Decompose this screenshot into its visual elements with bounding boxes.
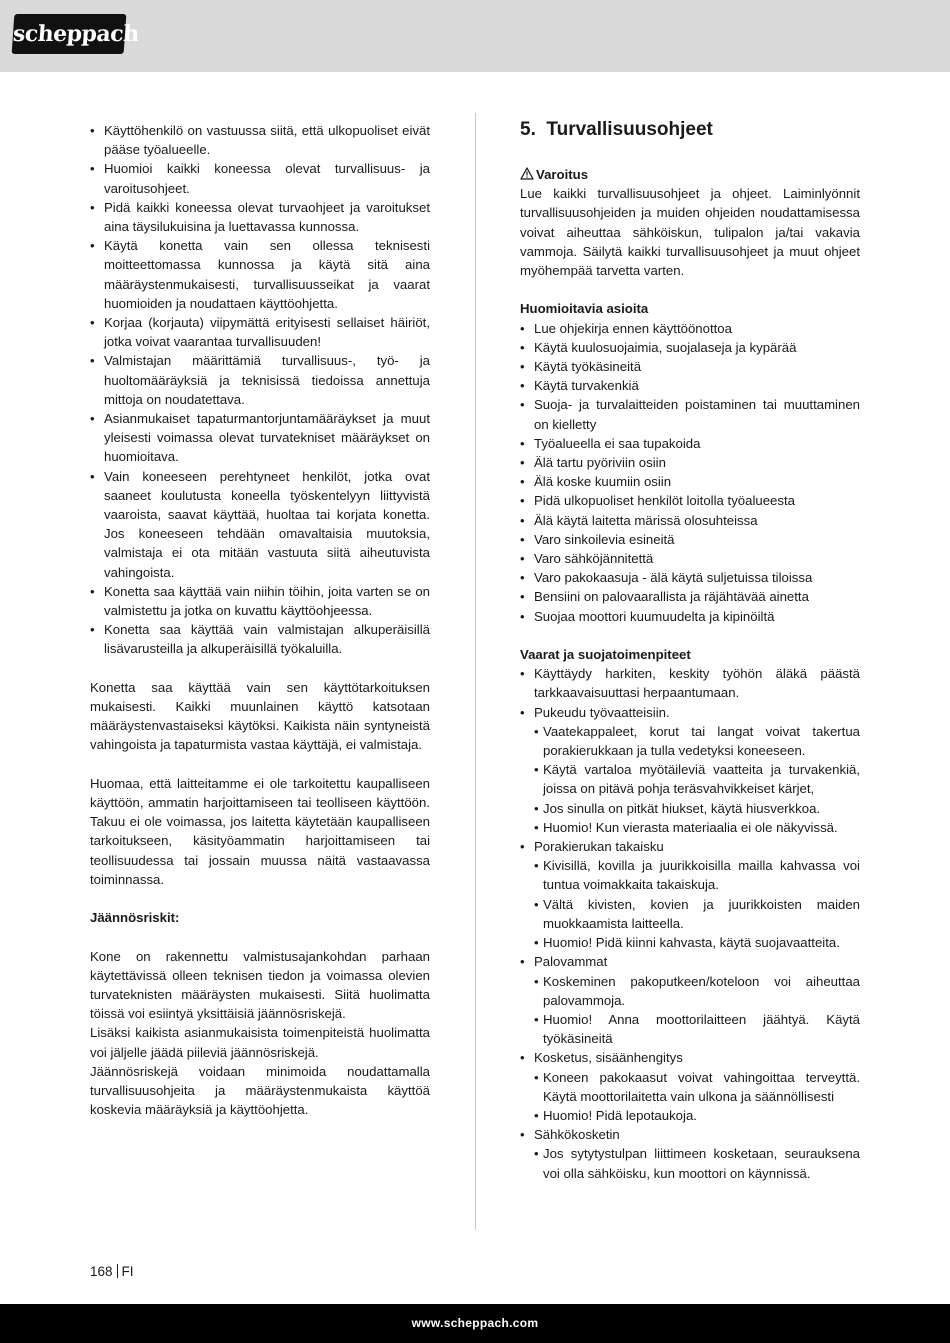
- list-item: • Älä koske kuumiin osiin: [520, 472, 860, 491]
- column-divider: [475, 113, 476, 1230]
- left-column: [90, 121, 430, 1120]
- list-item: • Konetta saa käyttää vain valmistajan alkuperäisillä lisävarusteilla ja alkuperäisillä työkaluilla.: [90, 620, 430, 658]
- section-heading: [520, 119, 860, 141]
- sub-list: [534, 1068, 860, 1126]
- list-item: • Suoja- ja turvalaitteiden poistaminen tai muuttaminen on kielletty: [520, 395, 860, 433]
- sub-list-item: • Vaatekappaleet, korut tai langat voivat takertua porakierukkaan ja tulla vedetyksi koneeseen.: [534, 722, 860, 760]
- sub-list-item: • Koneen pakokaasut voivat vahingoittaa terveyttä. Käytä moottorilaitetta vain ulkona ja säännöllisesti: [534, 1068, 860, 1106]
- brand-logo: scheppach: [12, 14, 127, 54]
- warning-text: Lue kaikki turvallisuusohjeet ja ohjeet. Laiminlyönnit turvallisuusohjeiden ja muiden ohjeiden noudattamisessa voivat aiheuttaa sähköiskun, tulipalon ja/tai vakavia vammoja. Säilytä kaikki turvallisuusohjeet ja muut ohjeet myöhempää tarvetta varten.: [520, 186, 860, 279]
- hazards-list: [520, 664, 860, 1182]
- list-item: • Älä tartu pyöriviin osiin: [520, 453, 860, 472]
- list-item: • Bensiini on palovaarallista ja räjähtävää ainetta: [520, 587, 860, 606]
- notes-list: [520, 319, 860, 626]
- left-bullet-list: [90, 121, 430, 659]
- list-item: • Pidä kaikki koneessa olevat turvaohjeet ja varoitukset aina täysilukuisina ja luettavassa kunnossa.: [90, 198, 430, 236]
- footer-separator: [117, 1264, 118, 1278]
- page-number: 168: [90, 1264, 113, 1279]
- page-footer-number: [90, 1264, 134, 1279]
- sub-list: [534, 1144, 860, 1182]
- warning-triangle-icon: [520, 166, 534, 179]
- sub-list: [534, 972, 860, 1049]
- sub-list-item: • Vältä kivisten, kovien ja juurikkoisten maiden muokkaamista laitteella.: [534, 895, 860, 933]
- list-item: • Korjaa (korjauta) viipymättä erityisesti sellaiset häiriöt, jotka voivat vaarantaa turvallisuuden!: [90, 313, 430, 351]
- sub-list-item: • Huomio! Pidä kiinni kahvasta, käytä suojavaatteita.: [534, 933, 860, 952]
- language-code: FI: [121, 1264, 134, 1279]
- list-item: • Palovammat • Koskeminen pakoputkeen/koteloon voi aiheuttaa palovammoja. • Huomio! Anna moottorilaitteen jäähtyä. Käytä työkäsineitä: [520, 952, 860, 1048]
- minimize-risks-paragraph: Jäännösriskejä voidaan minimoida noudattamalla turvallisuusohjeita ja määräystenmukaista käyttöä koskevia määräyksiä ja käyttöohjetta.: [90, 1063, 430, 1118]
- website-link[interactable]: www.scheppach.com: [411, 1316, 539, 1330]
- list-item: • Lue ohjekirja ennen käyttöönottoa: [520, 319, 860, 338]
- list-item: • Älä käytä laitetta märissä olosuhteissa: [520, 511, 860, 530]
- list-item: • Huomioi kaikki koneessa olevat turvallisuus- ja varoitusohjeet.: [90, 159, 430, 197]
- list-item: • Suojaa moottori kuumuudelta ja kipinöiltä: [520, 607, 860, 626]
- notes-heading: Huomioitavia asioita: [520, 301, 649, 317]
- list-item: • Pukeudu työvaatteisiin. • Vaatekappaleet, korut tai langat voivat takertua porakierukkaan ja tulla vedetyksi koneeseen. • Käytä vartaloa myötäileviä vaatteita ja turvakenkiä, joissa on pitävä pohja teräsvahvikkeiset kärjet, • Jos sinulla on pitkät hiukset, käytä hiusverkkoa. • Huomio! Kun vierasta materiaalia ei ole näkyvissä.: [520, 703, 860, 837]
- sub-list-item: • Jos sinulla on pitkät hiukset, käytä hiusverkkoa.: [534, 799, 860, 818]
- commercial-use-paragraph: Huomaa, että laitteitamme ei ole tarkoitettu kaupalliseen käyttöön, ammatin harjoittamiseen tai teolliseen käyttöön. Takuu ei ole voimassa, jos laitetta käytetään kaupalliseen tarkoitukseen, käsityöammatin harjoittamiseen tai teollisuudessa tai jossain muussa näitä vastaavassa toiminnassa.: [90, 775, 430, 887]
- list-item: • Käytä työkäsineitä: [520, 357, 860, 376]
- list-item: • Työalueella ei saa tupakoida: [520, 434, 860, 453]
- residual-risks-heading: Jäännösriskit:: [90, 910, 180, 926]
- sub-list-item: • Huomio! Pidä lepotaukoja.: [534, 1106, 860, 1125]
- sub-list-item: • Huomio! Anna moottorilaitteen jäähtyä. Käytä työkäsineitä: [534, 1010, 860, 1048]
- list-item: • Varo pakokaasuja - älä käytä suljetuissa tiloissa: [520, 568, 860, 587]
- section-number: 5.: [520, 119, 536, 140]
- warning-title: Varoitus: [536, 167, 589, 182]
- list-item: • Käytä kuulosuojaimia, suojalaseja ja kypärää: [520, 338, 860, 357]
- list-item: • Käytä turvakenkiä: [520, 376, 860, 395]
- sub-list-item: • Kivisillä, kovilla ja juurikkoisilla mailla kahvassa voi tuntua voimakkaita takaiskuja.: [534, 856, 860, 894]
- list-item: • Käytä konetta vain sen ollessa teknisesti moitteettomassa kunnossa ja käytä sitä aina määräystenmukaisesti, turvallisuusseikat ja vaarat huomioiden ja noudattaen käyttöohjetta.: [90, 236, 430, 313]
- list-item: • Vain koneeseen perehtyneet henkilöt, jotka ovat saaneet koulutusta koneella työskentelyyn liittyvistä vaaroista, saavat käyttää, huoltaa tai korjata konetta. Jos koneeseen tehdään omavaltaisia muutoksia, valmistaja ei ota mitään vastuuta siitä aiheutuvista vahingoista.: [90, 467, 430, 582]
- list-item: • Asianmukaiset tapaturmantorjuntamääräykset ja muut yleisesti voimassa olevat turvatekniset määräykset on huomioitava.: [90, 409, 430, 467]
- list-item: • Varo sinkoilevia esineitä: [520, 530, 860, 549]
- section-title: Turvallisuusohjeet: [546, 119, 713, 140]
- list-item: • Konetta saa käyttää vain niihin töihin, joita varten se on valmistettu ja jotka on kuvattu käyttöohjeessa.: [90, 582, 430, 620]
- list-item: • Käyttöhenkilö on vastuussa siitä, että ulkopuoliset eivät pääse työalueelle.: [90, 121, 430, 159]
- list-item: • Sähkökosketin • Jos sytytystulpan liittimeen kosketaan, seurauksena voi olla sähköisku, kun moottori on käynnissä.: [520, 1125, 860, 1183]
- list-item: • Käyttäydy harkiten, keskity työhön äläkä päästä tarkkaavaisuuttasi herpaantumaan.: [520, 664, 860, 702]
- list-item: • Kosketus, sisäänhengitys • Koneen pakokaasut voivat vahingoittaa terveyttä. Käytä moottorilaitetta vain ulkona ja säännöllisesti • Huomio! Pidä lepotaukoja.: [520, 1048, 860, 1125]
- page-header: [0, 0, 950, 72]
- right-column: [520, 121, 860, 1183]
- intended-use-paragraph: Konetta saa käyttää vain sen käyttötarkoituksen mukaisesti. Kaikki muunlainen käyttö katsotaan määräystenvastaiseksi käytöksi. Kaikista näin syntyneistä vahingoista ja tapaturmista vastaa käyttäjä, ei valmistaja.: [90, 679, 430, 753]
- sub-list-item: • Koskeminen pakoputkeen/koteloon voi aiheuttaa palovammoja.: [534, 972, 860, 1010]
- footer-bar: [0, 1304, 950, 1343]
- sub-list-item: • Käytä vartaloa myötäileviä vaatteita ja turvakenkiä, joissa on pitävä pohja teräsvahvikkeiset kärjet,: [534, 760, 860, 798]
- sub-list: [534, 722, 860, 837]
- warning-heading: [520, 165, 860, 184]
- list-item: • Porakierukan takaisku • Kivisillä, kovilla ja juurikkoisilla mailla kahvassa voi tuntua voimakkaita takaiskuja. • Vältä kivisten, kovien ja juurikkoisten maiden muokkaamista laitteella. • Huomio! Pidä kiinni kahvasta, käytä suojavaatteita.: [520, 837, 860, 952]
- list-item: • Pidä ulkopuoliset henkilöt loitolla työalueesta: [520, 491, 860, 510]
- hidden-risks-paragraph: Lisäksi kaikista asianmukaisista toimenpiteistä huolimatta voi jäljelle jäädä piileviä jäännösriskejä.: [90, 1025, 430, 1060]
- sub-list: [534, 856, 860, 952]
- list-item: • Varo sähköjännitettä: [520, 549, 860, 568]
- sub-list-item: • Huomio! Kun vierasta materiaalia ei ole näkyvissä.: [534, 818, 860, 837]
- residual-risks-paragraph: Kone on rakennettu valmistusajankohdan parhaan käytettävissä olleen teknisen tiedon ja voimassa olevien turvateknisten määräysten mukaisesti. Siitä huolimatta töissä voi esiintyä yksittäisiä jäännösriskejä.: [90, 948, 430, 1022]
- hazards-heading: Vaarat ja suojatoimenpiteet: [520, 647, 691, 663]
- list-item: • Valmistajan määrittämiä turvallisuus-, työ- ja huoltomääräyksiä ja teknisissä tiedoissa annettuja mittoja on noudatettava.: [90, 351, 430, 409]
- sub-list-item: • Jos sytytystulpan liittimeen kosketaan, seurauksena voi olla sähköisku, kun moottori on käynnissä.: [534, 1144, 860, 1182]
